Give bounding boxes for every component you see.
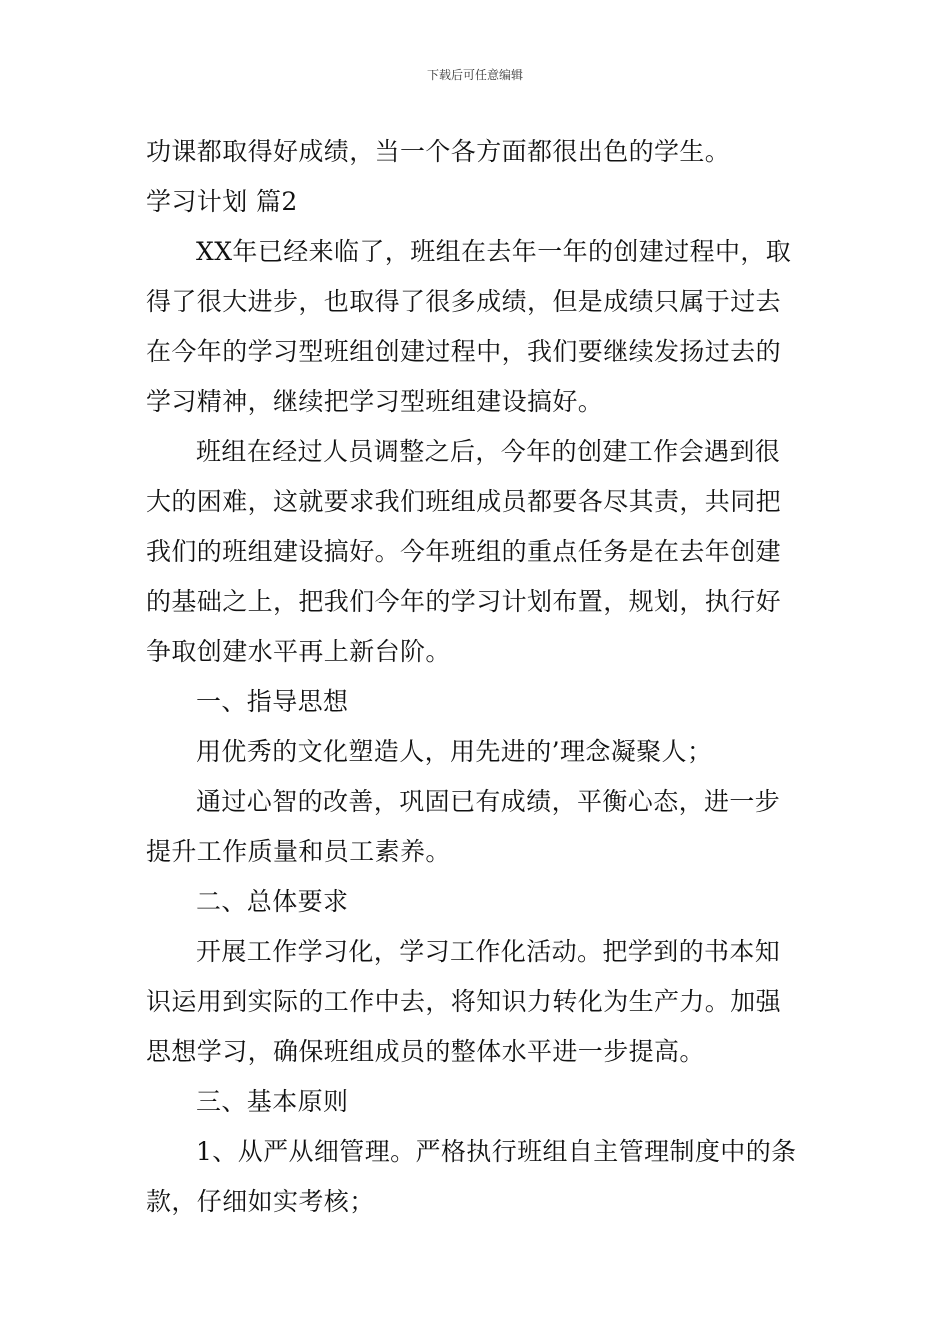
text-line: 思想学习，确保班组成员的整体水平进一步提高。: [146, 1037, 705, 1066]
text-line: 一、指导思想: [196, 687, 349, 716]
text-line: 三、基本原则: [196, 1087, 349, 1116]
text-line: 在今年的学习型班组创建过程中，我们要继续发扬过去的: [146, 337, 782, 366]
page-header-note: 下载后可任意编辑: [426, 68, 523, 82]
text-line: 得了很大进步，也取得了很多成绩，但是成绩只属于过去: [146, 287, 782, 316]
text-line: 1、从严从细管理。严格执行班组自主管理制度中的条: [196, 1137, 797, 1166]
text-line: 款，仔细如实考核；: [146, 1187, 375, 1216]
text-line: 提升工作质量和员工素养。: [146, 837, 451, 866]
text-line: 通过心智的改善，巩固已有成绩，平衡心态，进一步: [196, 787, 781, 816]
text-line: 功课都取得好成绩，当一个各方面都很出色的学生。: [146, 137, 731, 166]
text-line: 大的困难，这就要求我们班组成员都要各尽其责，共同把: [146, 487, 782, 516]
document-body: [146, 127, 806, 1227]
text-line: 识运用到实际的工作中去，将知识力转化为生产力。加强: [146, 987, 782, 1016]
text-line: 班组在经过人员调整之后，今年的创建工作会遇到很: [196, 437, 781, 466]
text-line: 开展工作学习化，学习工作化活动。把学到的书本知: [196, 937, 781, 966]
text-line: 学习计划 篇2: [146, 187, 298, 216]
text-line: XX年已经来临了，班组在去年一年的创建过程中，取: [196, 237, 792, 266]
text-line: 的基础之上，把我们今年的学习计划布置，规划，执行好: [146, 587, 782, 616]
text-line: 用优秀的文化塑造人，用先进的’理念凝聚人；: [196, 737, 713, 766]
text-line: 二、总体要求: [196, 887, 349, 916]
text-line: 我们的班组建设搞好。今年班组的重点任务是在去年创建: [146, 537, 782, 566]
text-line: 争取创建水平再上新台阶。: [146, 637, 451, 666]
text-line: 学习精神，继续把学习型班组建设搞好。: [146, 387, 604, 416]
